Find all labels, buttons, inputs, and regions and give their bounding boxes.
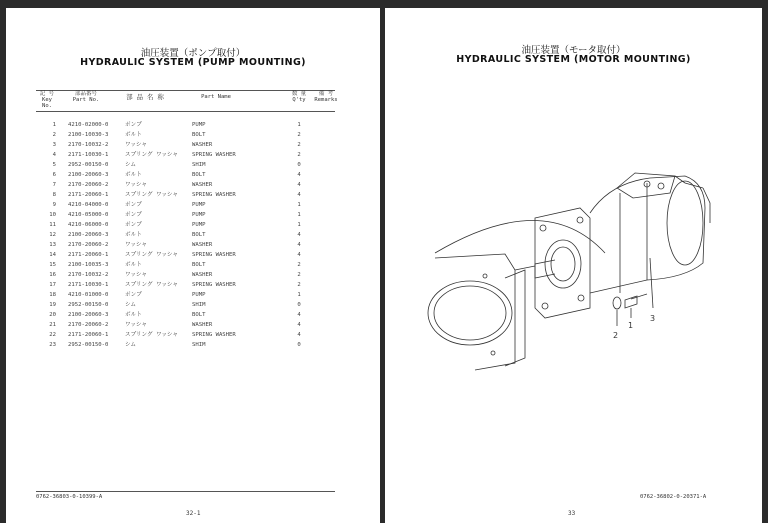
part-name-en-cell: SHIM [192, 162, 206, 168]
qty-cell: 1 [297, 122, 301, 128]
key-no-cell: 8 [52, 192, 56, 198]
part-no-cell: 4210-02000-0 [68, 122, 109, 128]
part-name-en-cell: WASHER [192, 182, 213, 188]
part-name-jp-cell: ボルト [125, 312, 142, 318]
page-title-japanese: 油圧装置（モータ取付） [521, 45, 626, 56]
qty-cell: 2 [297, 272, 301, 278]
part-name-en-cell: PUMP [192, 212, 206, 218]
header-key-en: Key No. [42, 97, 52, 109]
motor-mounting-diagram [385, 8, 762, 488]
part-no-cell: 2170-20060-2 [68, 242, 109, 248]
table-row [36, 310, 335, 320]
qty-cell: 2 [297, 152, 301, 158]
part-name-en-cell: BOLT [192, 232, 206, 238]
part-no-cell: 2171-10030-1 [68, 152, 109, 158]
part-name-en-cell: SPRING WASHER [192, 152, 236, 158]
part-name-jp-cell: シム [125, 302, 136, 308]
header-key-jp: 記 号 [39, 91, 55, 97]
frame-bore [428, 281, 512, 345]
key-no-cell: 14 [49, 252, 56, 258]
part-name-jp-cell: ワッシャ [125, 322, 147, 328]
callout-3: 3 [650, 314, 656, 323]
part-name-en-cell: PUMP [192, 222, 206, 228]
header-bottom-rule [36, 111, 335, 112]
table-row [36, 320, 335, 330]
table-row [36, 160, 335, 170]
qty-cell: 1 [297, 212, 301, 218]
part-no-cell: 4210-06000-0 [68, 222, 109, 228]
table-row [36, 230, 335, 240]
key-no-cell: 7 [52, 182, 56, 188]
part-name-jp-cell: ボルト [125, 132, 142, 138]
part-name-jp-cell: シム [125, 162, 136, 168]
part-no-cell: 2170-10032-2 [68, 272, 109, 278]
part-name-jp-cell: スプリング ワッシャ [125, 252, 178, 258]
part-name-en-cell: PUMP [192, 202, 206, 208]
qty-cell: 2 [297, 142, 301, 148]
qty-cell: 0 [297, 302, 301, 308]
part-name-jp-cell: ポンプ [125, 122, 142, 128]
key-no-cell: 9 [52, 202, 56, 208]
page-title-japanese: 油圧装置（ポンプ取付） [140, 48, 246, 59]
table-row [36, 290, 335, 300]
callout-2: 2 [613, 331, 619, 340]
header-qty [284, 91, 314, 103]
qty-cell: 0 [297, 342, 301, 348]
part-no-cell: 2171-20060-1 [68, 332, 109, 338]
qty-cell: 4 [297, 182, 301, 188]
part-no-cell: 4210-01000-0 [68, 292, 109, 298]
key-no-cell: 1 [52, 122, 56, 128]
part-name-en-cell: BOLT [192, 312, 206, 318]
key-no-cell: 12 [49, 232, 56, 238]
key-no-cell: 3 [52, 142, 56, 148]
part-no-cell: 4210-05000-0 [68, 212, 109, 218]
parts-table-body [36, 120, 335, 350]
part-no-cell: 2171-10030-1 [68, 282, 109, 288]
part-name-en-cell: SPRING WASHER [192, 282, 236, 288]
header-qty-en: Q'ty [292, 97, 306, 103]
part-no-cell: 2952-00150-0 [68, 302, 109, 308]
key-no-cell: 13 [49, 242, 56, 248]
key-no-cell: 21 [49, 322, 56, 328]
header-part-name-en: Part Name [201, 94, 231, 100]
qty-cell: 2 [297, 282, 301, 288]
table-row [36, 130, 335, 140]
qty-cell: 2 [297, 262, 301, 268]
part-name-jp-cell: スプリング ワッシャ [125, 332, 178, 338]
part-name-en-cell: WASHER [192, 272, 213, 278]
qty-cell: 4 [297, 192, 301, 198]
header-part-name-jp: 部 品 名 称 [126, 93, 164, 101]
part-name-en-cell: SPRING WASHER [192, 252, 236, 258]
key-no-cell: 5 [52, 162, 56, 168]
motor-flange [535, 208, 590, 318]
qty-cell: 4 [297, 312, 301, 318]
part-no-cell: 2171-20060-1 [68, 252, 109, 258]
table-row [36, 150, 335, 160]
header-remarks-en: Remarks [314, 97, 338, 103]
part-no-cell: 2100-10030-3 [68, 132, 109, 138]
qty-cell: 1 [297, 292, 301, 298]
key-no-cell: 17 [49, 282, 56, 288]
table-row [36, 190, 335, 200]
part-no-cell: 2170-10032-2 [68, 142, 109, 148]
part-name-jp-cell: スプリング ワッシャ [125, 282, 178, 288]
header-part-no-en: Part No. [72, 97, 100, 103]
table-row [36, 240, 335, 250]
key-no-cell: 19 [49, 302, 56, 308]
part-name-jp-cell: ポンプ [125, 202, 142, 208]
part-name-jp-cell: ポンプ [125, 292, 142, 298]
key-no-cell: 6 [52, 172, 56, 178]
part-name-jp-cell: ボルト [125, 262, 142, 268]
part-name-en-cell: WASHER [192, 322, 213, 328]
motor-body [590, 176, 705, 293]
page-title-english: HYDRAULIC SYSTEM (MOTOR MOUNTING) [456, 54, 691, 65]
part-name-en-cell: SPRING WASHER [192, 192, 236, 198]
part-name-en-cell: BOLT [192, 262, 206, 268]
header-part-no [66, 91, 106, 103]
part-no-cell: 2100-10035-3 [68, 262, 109, 268]
washer-part [613, 297, 621, 309]
key-no-cell: 18 [49, 292, 56, 298]
part-name-jp-cell: ワッシャ [125, 242, 147, 248]
document-code: 0762-36802-0-20371-A [640, 494, 707, 500]
header-remarks-jp: 備 考 [318, 91, 334, 97]
qty-cell: 0 [297, 162, 301, 168]
key-no-cell: 20 [49, 312, 56, 318]
table-row [36, 140, 335, 150]
qty-cell: 1 [297, 222, 301, 228]
illustration-page [385, 8, 762, 523]
qty-cell: 4 [297, 332, 301, 338]
parts-list-page [6, 8, 380, 523]
page-number: 33 [568, 510, 576, 517]
table-row [36, 340, 335, 350]
key-no-cell: 4 [52, 152, 56, 158]
part-name-en-cell: WASHER [192, 242, 213, 248]
table-row [36, 210, 335, 220]
part-name-jp-cell: シム [125, 342, 136, 348]
table-row [36, 300, 335, 310]
part-name-en-cell: PUMP [192, 122, 206, 128]
part-no-cell: 4210-04000-0 [68, 202, 109, 208]
part-name-jp-cell: ボルト [125, 172, 142, 178]
part-no-cell: 2952-00150-0 [68, 342, 109, 348]
qty-cell: 2 [297, 132, 301, 138]
part-name-en-cell: BOLT [192, 132, 206, 138]
page-number: 32-1 [186, 510, 201, 517]
key-no-cell: 15 [49, 262, 56, 268]
callout-1: 1 [628, 321, 634, 330]
part-name-en-cell: SHIM [192, 302, 206, 308]
table-row [36, 270, 335, 280]
part-no-cell: 2170-20060-2 [68, 322, 109, 328]
part-name-jp-cell: スプリング ワッシャ [125, 152, 178, 158]
table-row [36, 220, 335, 230]
part-name-jp-cell: ワッシャ [125, 182, 147, 188]
part-name-en-cell: WASHER [192, 142, 213, 148]
key-no-cell: 11 [49, 222, 56, 228]
table-row [36, 280, 335, 290]
part-no-cell: 2100-20060-3 [68, 232, 109, 238]
part-name-jp-cell: ポンプ [125, 222, 142, 228]
header-key-no [36, 91, 58, 109]
qty-cell: 4 [297, 242, 301, 248]
part-name-en-cell: SPRING WASHER [192, 332, 236, 338]
part-name-jp-cell: ワッシャ [125, 142, 147, 148]
key-no-cell: 2 [52, 132, 56, 138]
part-no-cell: 2171-20060-1 [68, 192, 109, 198]
header-qty-jp: 数 量 [291, 91, 307, 97]
part-name-jp-cell: ポンプ [125, 212, 142, 218]
part-no-cell: 2952-00150-0 [68, 162, 109, 168]
part-no-cell: 2170-20060-2 [68, 182, 109, 188]
qty-cell: 4 [297, 232, 301, 238]
table-row [36, 200, 335, 210]
key-no-cell: 16 [49, 272, 56, 278]
key-no-cell: 22 [49, 332, 56, 338]
table-row [36, 250, 335, 260]
qty-cell: 4 [297, 252, 301, 258]
part-name-en-cell: BOLT [192, 172, 206, 178]
part-name-jp-cell: ボルト [125, 232, 142, 238]
page-title-english: HYDRAULIC SYSTEM (PUMP MOUNTING) [80, 57, 306, 68]
part-name-jp-cell: スプリング ワッシャ [125, 192, 178, 198]
table-row [36, 180, 335, 190]
table-row [36, 120, 335, 130]
header-part-no-jp: 部品番号 [74, 91, 97, 97]
frame-outline-top [435, 221, 605, 254]
table-row [36, 170, 335, 180]
qty-cell: 4 [297, 172, 301, 178]
footer-rule [36, 491, 335, 492]
qty-cell: 1 [297, 202, 301, 208]
table-row [36, 260, 335, 270]
header-remarks [314, 91, 338, 103]
document-code: 0762-36803-0-10399-A [36, 494, 103, 500]
qty-cell: 4 [297, 322, 301, 328]
table-row [36, 330, 335, 340]
part-no-cell: 2100-20060-3 [68, 172, 109, 178]
part-name-en-cell: PUMP [192, 292, 206, 298]
part-no-cell: 2100-20060-3 [68, 312, 109, 318]
part-name-en-cell: SHIM [192, 342, 206, 348]
part-name-jp-cell: ワッシャ [125, 272, 147, 278]
frame-body [435, 254, 515, 370]
key-no-cell: 23 [49, 342, 56, 348]
key-no-cell: 10 [49, 212, 56, 218]
table-header [36, 91, 338, 109]
